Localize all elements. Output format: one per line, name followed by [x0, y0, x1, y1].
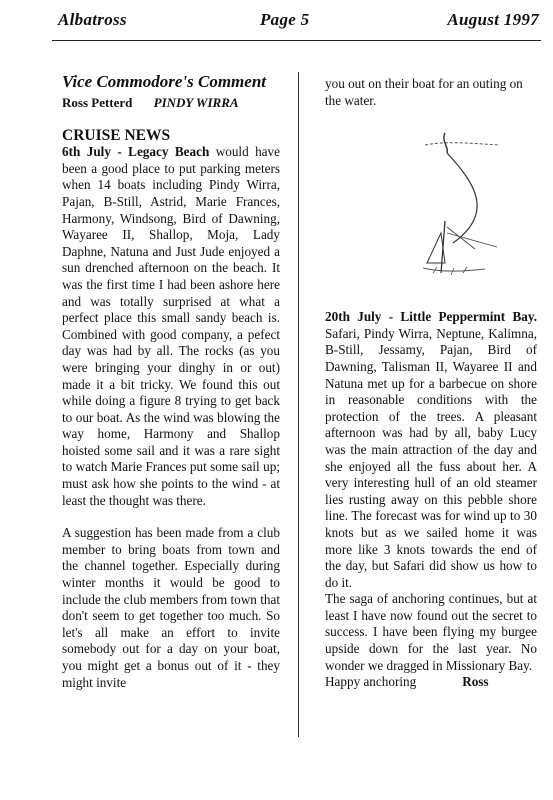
- signoff-line: [325, 674, 537, 691]
- page-header: [0, 0, 553, 40]
- signoff: Happy anchoring: [325, 674, 417, 690]
- author-boat: PINDY WIRRA: [153, 95, 239, 110]
- issue-date: August 1997: [447, 10, 539, 29]
- sailboat-sketch: [405, 123, 525, 283]
- signature: Ross: [462, 674, 489, 690]
- anchoring-paragraph: The saga of anchoring continues, but at least I have now found out the secret to success. I have been flying my burgee upside down for the last year. No wonder we dragged in Missionary Bay.: [325, 591, 537, 673]
- column-title: Vice Commodore's Comment: [62, 72, 267, 91]
- page-number: Page 5: [260, 10, 310, 29]
- left-column: [62, 71, 280, 691]
- item-heading: 6th July - Legacy Beach: [62, 144, 210, 160]
- header-rule: [52, 40, 541, 41]
- right-column: [325, 76, 537, 691]
- byline: [62, 95, 280, 112]
- author-name: Ross Petterd: [62, 95, 133, 110]
- item-body: Safari, Pindy Wirra, Neptune, Kalimna, B-Still, Jessamy, Pajan, Bird of Dawning, Talisman II, Wayaree II and Natuna met up for a barbecue on shore in reasonable conditions with the protection of the trees. A pleasant afternoon was had by all, baby Lucy was the main attraction of the day and she enjoyed all the fuss about her. A very interesting hull of an old steamer lies rusting away on this pebble shore line. The forecast was for wind up to 30 knots but as we sailed home it was more like 3 knots towards the end of the day, but Safari did show us how to do it.: [325, 325, 537, 590]
- suggestion-paragraph: A suggestion has been made from a club member to bring boats from town and the channel together. Especially during winter months it would be good to include the club members from town that don't seem to get together too much. So let's all make an effort to invite somebody out for a day on your boat, you might get a bonus out of it - they might invite: [62, 525, 280, 690]
- continuation-paragraph: you out on their boat for an outing on the water.: [325, 76, 523, 108]
- section-heading: CRUISE NEWS: [62, 126, 171, 144]
- cruise-item-little-peppermint-bay: [325, 309, 537, 591]
- cruise-item-legacy-beach: [62, 144, 280, 509]
- column-divider: [298, 72, 299, 737]
- newsletter-title: Albatross: [58, 10, 127, 29]
- item-heading: 20th July - Little Peppermint Bay.: [325, 309, 537, 325]
- item-body: would have been a good place to put parking meters when 14 boats including Pindy Wirra, Pajan, B-Still, Astrid, Marie Frances, Harmony, Windsong, Bird of Dawning, Wayaree II, Shallop, Moja, Lady Daphne, Natuna and Just Jude enjoyed a sun drenched afternoon on the beach. It was the first time I had been ashore here and was totally surprised at what a perfect place this small sandy beach is. Combined with good company, a pefect day was had by all. The rocks (as you were bringing your dinghy in or out) made it a bit tricky. We found this out while doing a figure 8 trying to get back to our boat. As the wind was blowing the way home, Harmony and Shallop hoisted some sail and it was a rare sight to watch Marie Frances put some sail up; must ask how she points to the wind - at least the thought was there.: [62, 144, 280, 508]
